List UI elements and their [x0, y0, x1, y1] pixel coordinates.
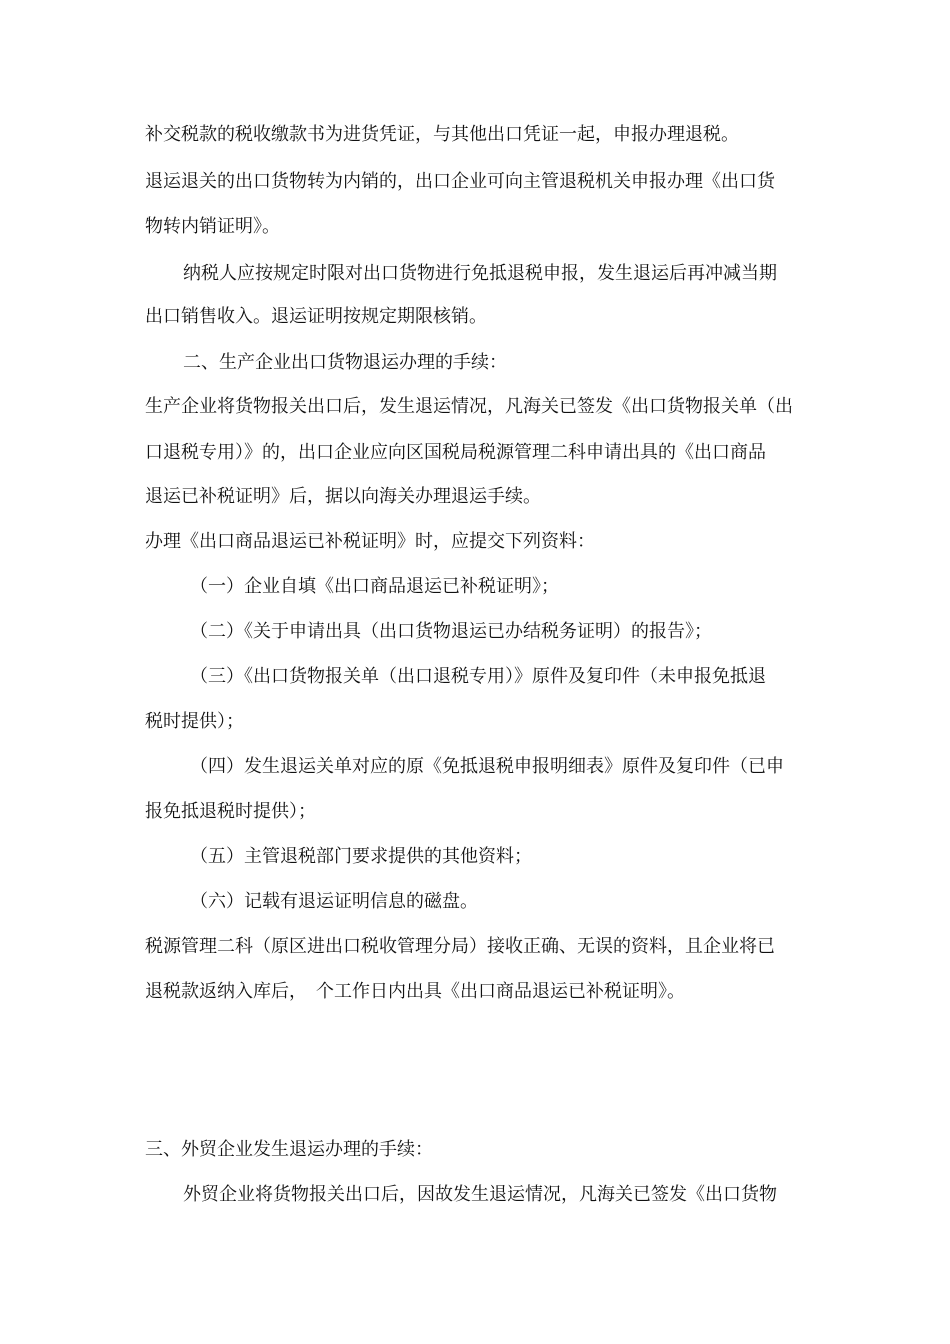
list-item: （三）《出口货物报关单（出口退税专用）》原件及复印件（未申报免抵退 — [190, 666, 766, 687]
text-line: 退税款返纳入库后， 个工作日内出具《出口商品退运已补税证明》。 — [145, 981, 685, 1002]
list-item: （四）发生退运关单对应的原《免抵退税申报明细表》原件及复印件（已申 — [190, 756, 784, 777]
list-item: （六）记载有退运证明信息的磁盘。 — [190, 891, 478, 912]
text-line: 退运退关的出口货物转为内销的，出口企业可向主管退税机关申报办理《出口货 — [145, 171, 775, 192]
text-line: 办理《出口商品退运已补税证明》时，应提交下列资料： — [145, 531, 595, 552]
text-line: 税源管理二科（原区进出口税收管理分局）接收正确、无误的资料，且企业将已 — [145, 936, 775, 957]
text-line: 物转内销证明》。 — [145, 216, 280, 237]
text-line: 退运已补税证明》后，据以向海关办理退运手续。 — [145, 486, 541, 507]
section-heading: 三、外贸企业发生退运办理的手续： — [145, 1139, 433, 1160]
text-line: 税时提供）； — [145, 711, 244, 732]
text-line: 纳税人应按规定时限对出口货物进行免抵退税申报，发生退运后再冲减当期 — [183, 263, 777, 284]
list-item: （五）主管退税部门要求提供的其他资料； — [190, 846, 532, 867]
section-heading: 二、生产企业出口货物退运办理的手续： — [183, 352, 507, 373]
text-line: 补交税款的税收缴款书为进货凭证，与其他出口凭证一起，申报办理退税。 — [145, 124, 739, 145]
text-line: 报免抵退税时提供）； — [145, 801, 316, 822]
text-line: 出口销售收入。退运证明按规定期限核销。 — [145, 306, 487, 327]
list-item: （一）企业自填《出口商品退运已补税证明》； — [190, 576, 559, 597]
text-line: 外贸企业将货物报关出口后，因故发生退运情况，凡海关已签发《出口货物 — [183, 1184, 777, 1205]
text-line: 口退税专用）》的，出口企业应向区国税局税源管理二科申请出具的《出口商品 — [145, 442, 766, 463]
text-line: 生产企业将货物报关出口后，发生退运情况，凡海关已签发《出口货物报关单（出 — [145, 396, 793, 417]
list-item: （二）《关于申请出具（出口货物退运已办结税务证明）的报告》； — [190, 621, 712, 642]
